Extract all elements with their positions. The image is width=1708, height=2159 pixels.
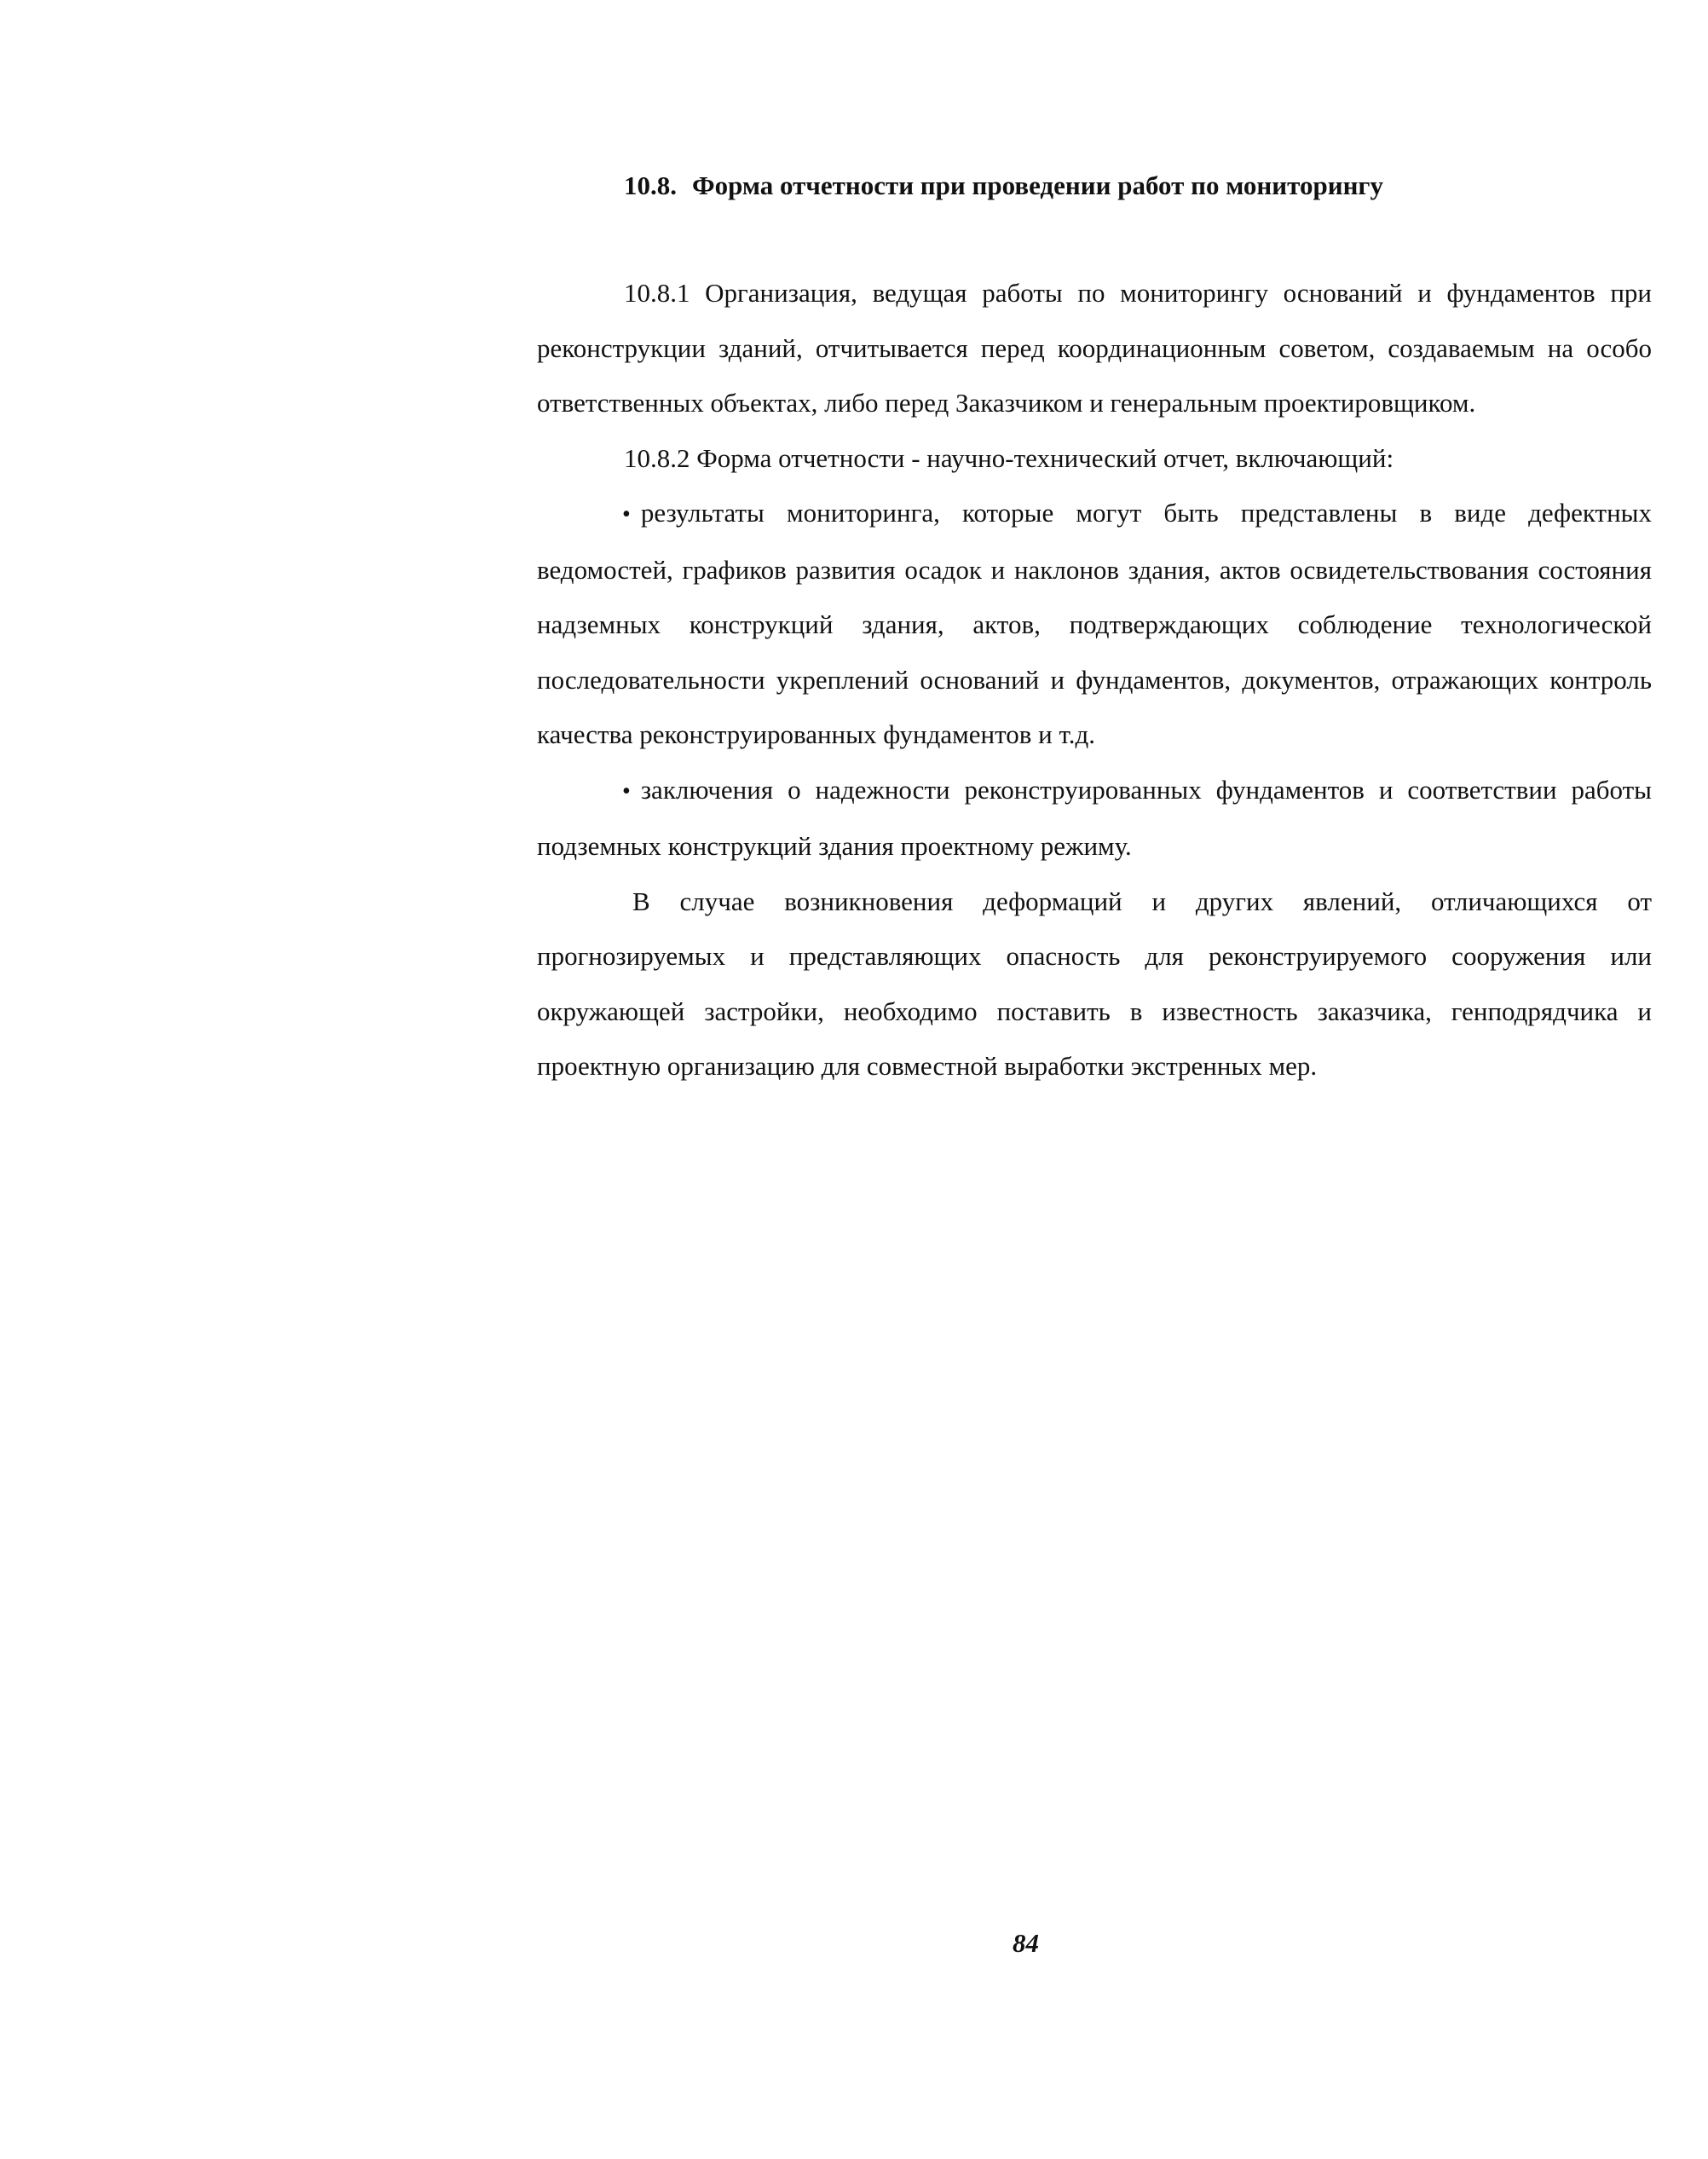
- bullet-icon: •: [622, 777, 631, 805]
- paragraph-deformations: В случае возникновения деформаций и других явлений, отличающихся от прогнозируемых и представляющих опасность для реконструируемого сооружения или окружающей застройки, необходимо поставить в известность заказчика, генподрядчика и проектную организацию для совместной выработки экстренных мер.: [537, 886, 1652, 1081]
- list-item-results: [537, 486, 1652, 763]
- list-item-conclusions: [537, 763, 1652, 875]
- bullet-icon: •: [622, 501, 631, 528]
- list-item-results-text: результаты мониторинга, которые могут быть представлены в виде дефектных ведомостей, графиков развития осадок и наклонов здания, актов освидетельствования состояния надземных конструкций здания, актов, подтверждающих соблюдение технологической последовательности укреплений оснований и фундаментов, документов, отражающих контроль качества реконструированных фундаментов и т.д.: [537, 498, 1652, 749]
- paragraph-10-8-2: 10.8.2 Форма отчетности - научно-технический отчет, включающий:: [624, 442, 1394, 473]
- section-body: [537, 266, 1652, 1094]
- list-item-conclusions-text: заключения о надежности реконструированных фундаментов и соответствии работы подземных конструкций здания проектному режиму.: [537, 774, 1652, 861]
- page-number: 84: [1013, 1928, 1039, 1958]
- section-title: Форма отчетности при проведении работ по мониторингу: [692, 170, 1384, 200]
- section-heading: [624, 167, 1647, 205]
- section-number: 10.8.: [624, 170, 677, 200]
- paragraph-10-8-1: 10.8.1 Организация, ведущая работы по мониторингу оснований и фундаментов при реконструкции зданий, отчитывается перед координационным советом, создаваемым на особо ответственных объектах, либо перед Заказчиком и генеральным проектировщиком.: [537, 278, 1652, 418]
